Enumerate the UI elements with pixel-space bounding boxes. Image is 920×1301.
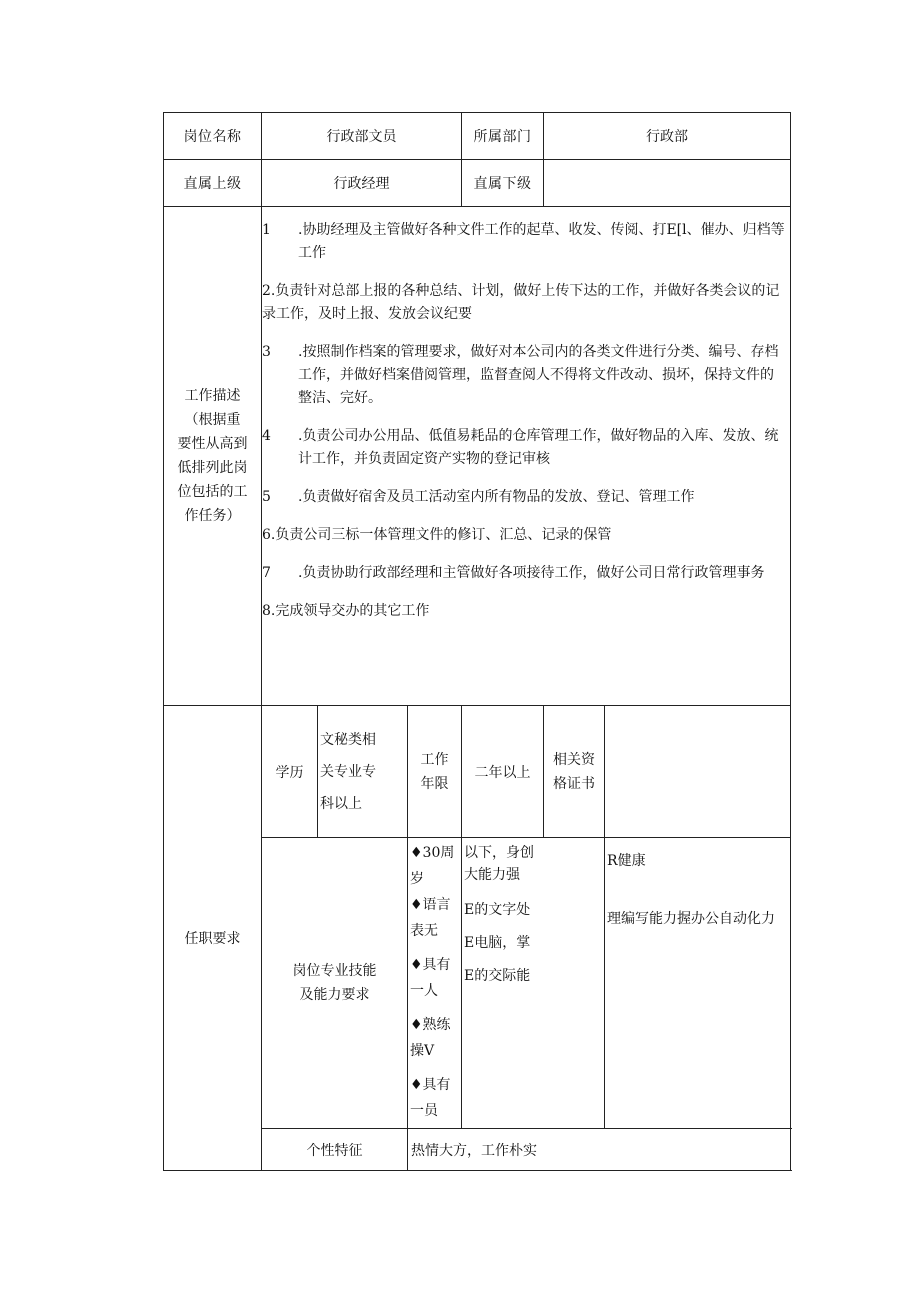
- duty-number: 3: [262, 344, 271, 360]
- duty-text: .负责协助行政部经理和主管做好各项接待工作，做好公司日常行政管理事务: [298, 565, 765, 581]
- skill-line: ♦语言表无: [410, 897, 451, 939]
- work-years-value: 二年以上: [462, 706, 544, 838]
- work-years-label: [408, 706, 462, 838]
- duties-list: [262, 207, 791, 706]
- duty-item: [262, 425, 790, 471]
- row-education: [164, 706, 791, 838]
- duty-number: 7: [262, 565, 271, 581]
- skill-line: 大能力强: [464, 867, 521, 883]
- duty-text: 6.负责公司三标一体管理文件的修订、汇总、记录的保管: [262, 527, 612, 543]
- certificate-value: [605, 706, 791, 838]
- duty-number: 1: [262, 222, 271, 238]
- education-value: [318, 706, 408, 838]
- education-line: 关专业专: [320, 763, 376, 780]
- duty-text: .负责做好宿舍及员工活动室内所有物品的发放、登记、管理工作: [298, 489, 695, 505]
- certificate-label: [544, 706, 605, 838]
- duties-label-line: 工作描述: [184, 388, 241, 404]
- duties-label: [164, 207, 262, 706]
- duties-label-line: 位包括的工: [177, 484, 248, 500]
- skill-line: ♦具有一人: [410, 957, 451, 999]
- duty-item: [262, 341, 790, 410]
- skill-line: E电脑，掌: [464, 935, 531, 951]
- duty-text: .按照制作档案的管理要求，做好对本公司内的各类文件进行分类、编号、存档工作，并做好档案借阅管理，监督查阅人不得将文件改动、损坏，保持文件的整洁、完好。: [298, 344, 779, 406]
- duties-label-line: （根据重: [184, 412, 241, 428]
- certificate-label-line: 格证书: [553, 775, 596, 792]
- skill-line: R健康: [607, 853, 646, 869]
- duty-item: [262, 562, 790, 585]
- duty-item: [262, 219, 790, 265]
- skills-label-line: 及能力要求: [299, 987, 370, 1003]
- skill-line: E的文字处: [464, 902, 531, 918]
- education-line: 科以上: [320, 795, 362, 812]
- work-years-label-line: 年限: [420, 775, 449, 792]
- duty-item: [262, 600, 790, 623]
- label-department: 所属部门: [462, 113, 544, 160]
- education-line: 文秘类相: [320, 731, 376, 748]
- duty-text: .协助经理及主管做好各种文件工作的起草、收发、传阅、打E[l、催办、归档等工作: [298, 222, 785, 261]
- label-position-name: 岗位名称: [164, 113, 262, 160]
- duties-label-line: 要性从高到: [177, 436, 248, 452]
- duty-number: 5: [262, 489, 271, 505]
- row-duties: [164, 207, 791, 706]
- direct-subordinate-value: [544, 160, 791, 207]
- duties-label-line: 作任务）: [184, 508, 241, 524]
- duty-text: 8.完成领导交办的其它工作: [262, 603, 430, 619]
- skills-label: [262, 838, 408, 1129]
- duty-item: [262, 524, 790, 547]
- personality-label: 个性特征: [262, 1129, 408, 1171]
- row-position: [164, 113, 791, 160]
- department-value: 行政部: [544, 113, 791, 160]
- skill-line: E的交际能: [464, 968, 531, 984]
- duty-text: 2.负责针对总部上报的各种总结、计划，做好上传下达的工作，并做好各类会议的记录工作，及时上报、发放会议纪要: [262, 283, 780, 322]
- skill-line: 理编写能力握办公自动化力: [607, 911, 776, 927]
- duty-item: [262, 280, 790, 326]
- personality-value: 热情大方，工作朴实: [408, 1129, 791, 1171]
- duty-text: .负责公司办公用品、低值易耗品的仓库管理工作，做好物品的入库、发放、统计工作，并负责固定资产实物的登记审核: [298, 428, 779, 467]
- skill-line: 以下，身创: [464, 845, 535, 861]
- duties-label-line: 低排列此岗: [177, 460, 248, 476]
- education-label: 学历: [262, 706, 318, 838]
- duty-number: 4: [262, 428, 271, 444]
- skill-line: ♦具有一员: [410, 1077, 451, 1119]
- skills-label-line: 岗位专业技能: [292, 963, 377, 979]
- row-reporting: [164, 160, 791, 207]
- certificate-label-line: 相关资: [553, 751, 596, 768]
- requirements-label: 任职要求: [164, 706, 262, 1171]
- skills-col-2: [462, 838, 605, 1129]
- label-direct-subordinate: 直属下级: [462, 160, 544, 207]
- position-name-value: 行政部文员: [262, 113, 462, 160]
- duty-item: [262, 486, 790, 509]
- direct-superior-value: 行政经理: [262, 160, 462, 207]
- skills-col-1: [408, 838, 462, 1129]
- skill-line: ♦熟练操V: [410, 1017, 451, 1059]
- job-description-table: [163, 112, 791, 1171]
- label-direct-superior: 直属上级: [164, 160, 262, 207]
- skills-col-3: [605, 838, 791, 1129]
- skill-line: ♦30周岁: [410, 845, 455, 887]
- work-years-label-line: 工作: [420, 751, 449, 768]
